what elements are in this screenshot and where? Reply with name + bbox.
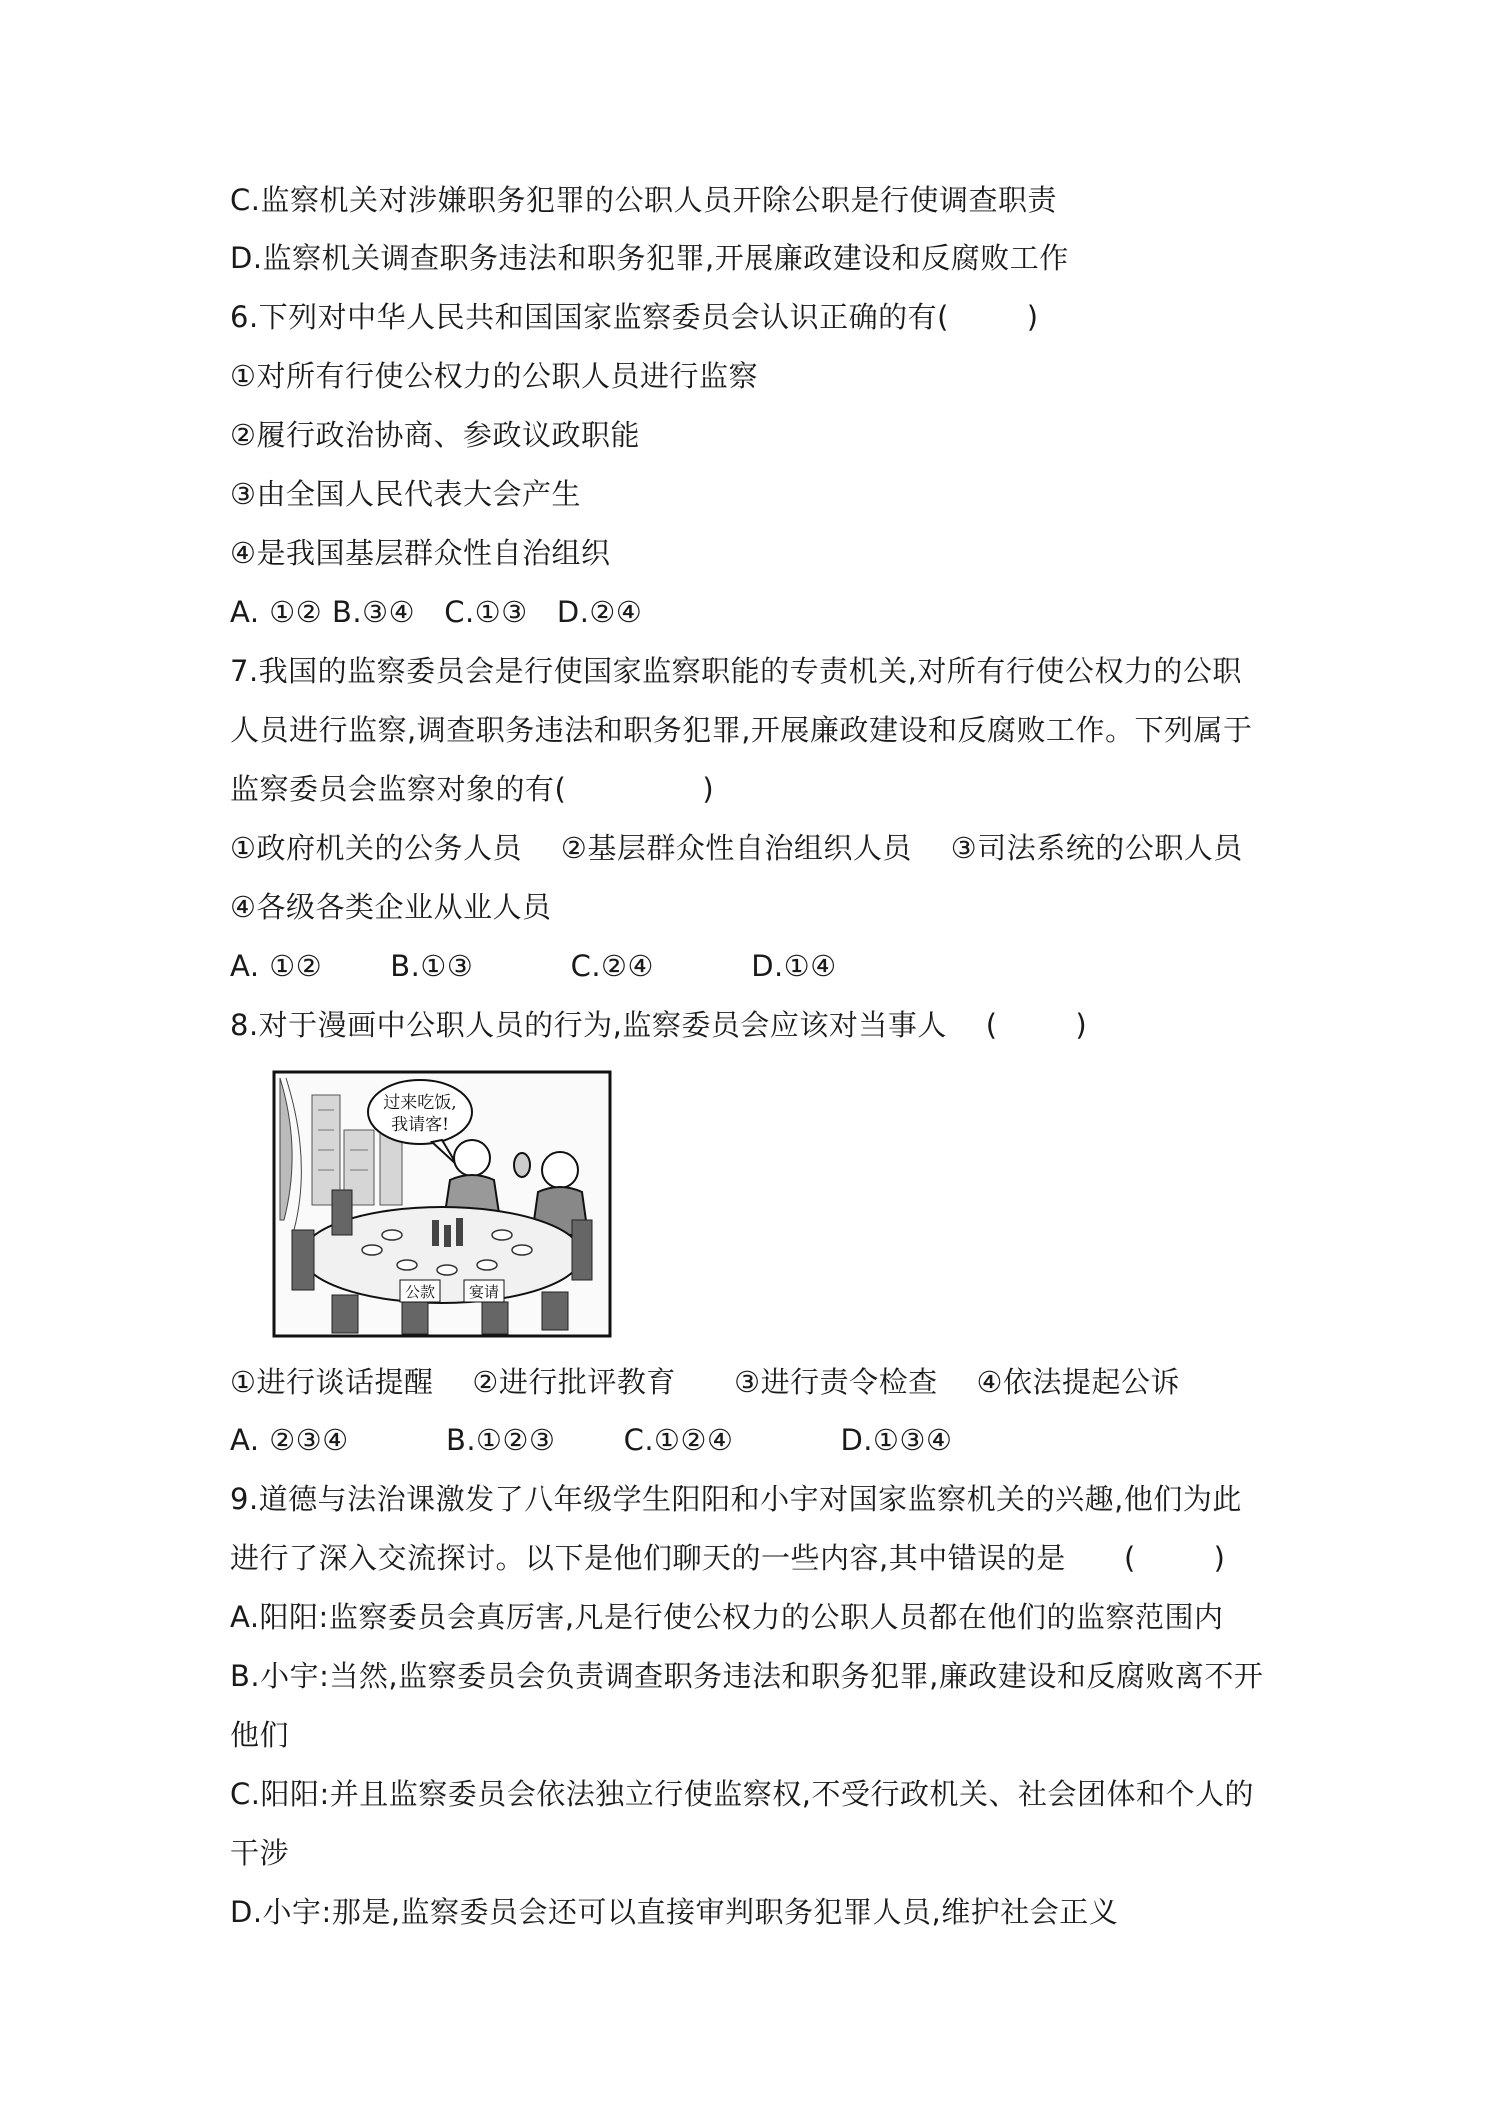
- option-c-q9-line-1: C.阳阳:并且监察委员会依法独立行使监察权,不受行政机关、社会团体和个人的: [230, 1777, 1254, 1811]
- q8-options: A. ②③④ B.①②③ C.①②④ D.①③④: [230, 1423, 953, 1457]
- question-7-line-1: 7.我国的监察委员会是行使国家监察职能的专责机关,对所有行使公权力的公职: [230, 654, 1242, 688]
- q6-statement-4: ④是我国基层群众性自治组织: [230, 536, 611, 570]
- speech-bubble-line-1: 过来吃饭,: [383, 1093, 457, 1113]
- question-9-line-2: 进行了深入交流探讨。以下是他们聊天的一些内容,其中错误的是 ( ): [230, 1541, 1226, 1575]
- option-c-q5: C.监察机关对涉嫌职务犯罪的公职人员开除公职是行使调查职责: [230, 183, 1057, 217]
- option-b-q9-line-2: 他们: [230, 1718, 290, 1752]
- q7-options: A. ①② B.①③ C.②④ D.①④: [230, 949, 837, 983]
- q7-statements-1-3: ①政府机关的公务人员 ②基层群众性自治组织人员 ③司法系统的公职人员: [230, 831, 1243, 865]
- option-c-q9-line-2: 干涉: [230, 1836, 290, 1870]
- q8-statements: ①进行谈话提醒 ②进行批评教育 ③进行责令检查 ④依法提起公诉: [230, 1365, 1181, 1399]
- question-6: 6.下列对中华人民共和国国家监察委员会认识正确的有( ): [230, 300, 1039, 334]
- question-7-line-3: 监察委员会监察对象的有( ): [230, 772, 715, 806]
- q7-statement-4: ④各级各类企业从业人员: [230, 890, 552, 924]
- option-d-q5: D.监察机关调查职务违法和职务犯罪,开展廉政建设和反腐败工作: [230, 241, 1069, 275]
- question-9-line-1: 9.道德与法治课激发了八年级学生阳阳和小宇对国家监察机关的兴趣,他们为此: [230, 1482, 1242, 1516]
- q6-options: A. ①② B.③④ C.①③ D.②④: [230, 595, 643, 629]
- q6-statement-3: ③由全国人民代表大会产生: [230, 477, 581, 511]
- speech-bubble-line-2: 我请客!: [391, 1115, 449, 1135]
- q6-statement-1: ①对所有行使公权力的公职人员进行监察: [230, 359, 758, 393]
- banner-right-text: 宴请: [468, 1283, 500, 1301]
- question-7-line-2: 人员进行监察,调查职务违法和职务犯罪,开展廉政建设和反腐败工作。下列属于: [230, 713, 1253, 747]
- question-8: 8.对于漫画中公职人员的行为,监察委员会应该对当事人 ( ): [230, 1008, 1088, 1042]
- option-d-q9: D.小宇:那是,监察委员会还可以直接审判职务犯罪人员,维护社会正义: [230, 1895, 1119, 1929]
- q6-statement-2: ②履行政治协商、参政议政职能: [230, 418, 640, 452]
- banner-left-text: 公款: [404, 1283, 436, 1301]
- option-b-q9-line-1: B.小宇:当然,监察委员会负责调查职务违法和职务犯罪,廉政建设和反腐败离不开: [230, 1659, 1264, 1693]
- cartoon-illustration: [272, 1070, 612, 1338]
- option-a-q9: A.阳阳:监察委员会真厉害,凡是行使公权力的公职人员都在他们的监察范围内: [230, 1600, 1224, 1634]
